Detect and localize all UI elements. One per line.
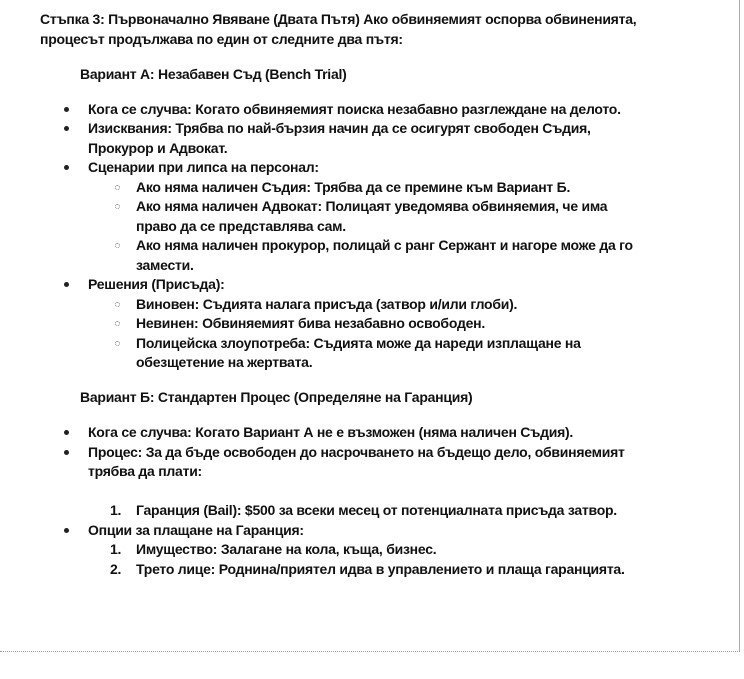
circle-bullet-icon [115,185,120,190]
circle-bullet-icon [115,243,120,248]
verdict-sublist [40,295,640,373]
sub-list-item [40,334,640,373]
bullet-icon [64,282,69,287]
list-item [40,275,640,295]
item-number: 2. [110,560,122,577]
numbered-item [40,540,640,560]
numbered-item [40,560,640,580]
sub-list-item [40,295,640,315]
bullet-icon [64,450,69,455]
list-item [40,443,640,482]
circle-bullet-icon [115,204,120,209]
list-item-text: Сценарии при липса на персонал: [88,159,319,175]
variant-a-list [40,100,640,178]
variant-b-list-cont [40,521,640,541]
intro-paragraph: Стъпка 3: Първоначално Явяване (Двата Пътя) Ако обвиняемият оспорва обвиненията, процесът продължава по един от следните два пътя: [40,11,637,47]
variant-a-list-cont [40,275,640,295]
sub-item-text: Ако няма наличен Съдия: Трябва да се премине към Вариант Б. [136,178,571,195]
bullet-icon [64,107,69,112]
variant-b-list [40,423,640,482]
spacer [40,482,640,502]
numbered-item [40,501,640,521]
list-item [40,119,640,158]
sub-item-text: Виновен: Съдията налага присъда (затвор и/или глоби). [136,295,518,312]
sub-list-item [40,314,640,334]
circle-bullet-icon [115,341,120,346]
variant-b-heading: Вариант Б: Стандартен Процес (Определяне на Гаранция) [80,389,473,405]
list-item-text: Решения (Присъда): [88,276,225,292]
bullet-icon [64,430,69,435]
list-item [40,521,640,541]
list-item-text: Кога се случва: Когато Вариант А не е възможен (няма наличен Съдия). [88,424,574,440]
staffing-sublist [40,178,640,276]
list-item-text: Кога се случва: Когато обвиняемият поиска незабавно разглеждане на делото. [88,100,621,117]
bullet-icon [64,165,69,170]
item-number: 1. [110,502,122,518]
list-item [40,100,640,120]
sub-list-item [40,178,640,198]
sub-item-text: Невинен: Обвиняемият бива незабавно освободен. [136,315,485,331]
list-item-text: Изисквания: Трябва по най-бързия начин да се осигурят свободен Съдия, Прокурор и Адвокат. [88,120,591,156]
payment-options-list [40,540,640,579]
list-item [40,158,640,178]
sub-item-text: Ако няма наличен Адвокат: Полицаят уведомява обвиняемия, че има право да се представлява сам. [136,198,608,234]
bullet-icon [64,126,69,131]
circle-bullet-icon [115,321,120,326]
list-item-text: Процес: За да бъде освободен до насрочването на бъдещо дело, обвиняемият трябва да плати: [88,443,625,479]
variant-a-heading: Вариант А: Незабавен Съд (Bench Trial) [80,65,347,82]
bullet-icon [64,528,69,533]
sub-item-text: Ако няма наличен прокурор, полицай с ранг Сержант и нагоре може да го замести. [136,237,633,273]
document-content [40,10,640,579]
sub-list-item [40,236,640,275]
circle-bullet-icon [115,302,120,307]
bail-list [40,501,640,521]
sub-list-item [40,197,640,236]
list-item-text: Опции за плащане на Гаранция: [88,521,304,538]
numbered-item-text: Имущество: Залагане на кола, къща, бизнес. [136,541,437,557]
sub-item-text: Полицейска злоупотреба: Съдията може да нареди изплащане на обезщетение на жертвата. [136,334,581,370]
list-item [40,423,640,443]
numbered-item-text: Трето лице: Роднина/приятел идва в управлението и плаща гаранцията. [136,560,625,577]
numbered-item-text: Гаранция (Bail): $500 за всеки месец от потенциалната присъда затвор. [136,502,617,518]
item-number: 1. [110,541,122,557]
